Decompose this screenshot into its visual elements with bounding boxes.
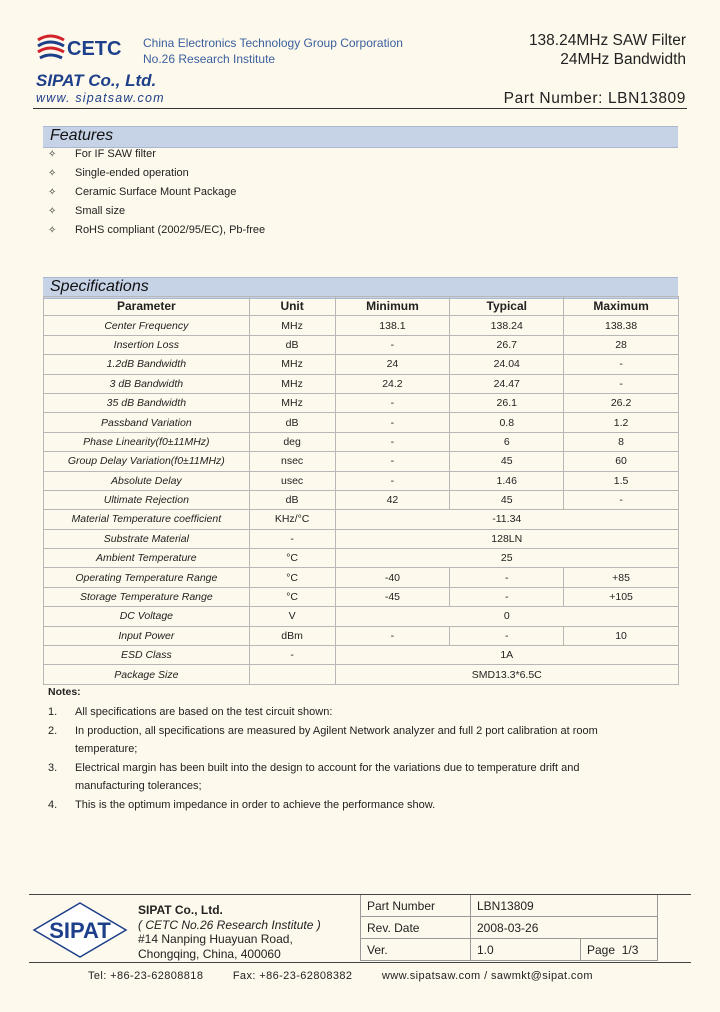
value-cell: - <box>335 452 450 471</box>
feature-text: For IF SAW filter <box>75 148 156 160</box>
value-cell: 24 <box>335 355 450 374</box>
value-cell: 45 <box>450 490 564 509</box>
footer-fax: Fax: +86-23-62808382 <box>232 970 353 982</box>
parameter-cell: DC Voltage <box>44 607 250 626</box>
value-cell: -11.34 <box>335 510 678 529</box>
value-cell: 28 <box>564 335 679 354</box>
info-row-version <box>361 939 658 961</box>
value-cell: - <box>564 374 679 393</box>
notes-title: Notes: <box>48 686 81 698</box>
column-header: Parameter <box>44 297 250 316</box>
value-cell: °C <box>249 587 335 606</box>
page-indicator <box>581 939 658 961</box>
cetc-emblem-icon <box>38 36 64 58</box>
note-text: This is the optimum impedance in order to achieve the performance show. <box>75 798 436 811</box>
feature-text: Small size <box>75 205 126 217</box>
value-cell: 1.5 <box>564 471 679 490</box>
note-item <box>48 796 628 815</box>
value-cell: V <box>249 607 335 626</box>
parameter-cell: Ambient Temperature <box>44 549 250 568</box>
specifications-title: Specifications <box>50 278 149 295</box>
value-cell: °C <box>249 549 335 568</box>
value-cell: 6 <box>450 432 564 451</box>
cetc-logo <box>36 30 136 64</box>
parameter-cell: Material Temperature coefficient <box>44 510 250 529</box>
table-row <box>44 626 679 645</box>
feature-item <box>48 221 265 240</box>
table-row <box>44 374 679 393</box>
bullet-icon: ✧ <box>48 225 57 236</box>
feature-text: Ceramic Surface Mount Package <box>75 186 237 198</box>
value-cell: - <box>450 568 564 587</box>
column-header: Maximum <box>564 297 679 316</box>
feature-item <box>48 202 265 221</box>
parameter-cell: Phase Linearity(f0±11MHz) <box>44 432 250 451</box>
table-row <box>44 665 679 684</box>
value-cell: 138.38 <box>564 316 679 335</box>
table-row <box>44 355 679 374</box>
footer-logo-wordmark: SIPAT <box>49 918 111 943</box>
value-cell: 1.46 <box>450 471 564 490</box>
parameter-cell: Passband Variation <box>44 413 250 432</box>
company-name: SIPAT Co., Ltd. <box>36 71 157 90</box>
product-line-2: 24MHz Bandwidth <box>560 51 686 68</box>
table-row <box>44 452 679 471</box>
table-row <box>44 335 679 354</box>
feature-item <box>48 164 265 183</box>
value-cell: MHz <box>249 316 335 335</box>
feature-item <box>48 145 265 164</box>
parameter-cell: 35 dB Bandwidth <box>44 393 250 412</box>
value-cell: 26.1 <box>450 393 564 412</box>
value-cell: -40 <box>335 568 450 587</box>
value-cell: - <box>450 587 564 606</box>
value-cell: - <box>335 432 450 451</box>
value-cell: °C <box>249 568 335 587</box>
document-info-table <box>360 895 658 961</box>
value-cell: KHz/°C <box>249 510 335 529</box>
value-cell: 25 <box>335 549 678 568</box>
value-cell: nsec <box>249 452 335 471</box>
specifications-table <box>43 296 679 685</box>
parameter-cell: Storage Temperature Range <box>44 587 250 606</box>
page-value: 1/3 <box>621 942 639 957</box>
table-row <box>44 549 679 568</box>
rev-date-label: Rev. Date <box>361 917 471 939</box>
table-row <box>44 413 679 432</box>
table-row <box>44 316 679 335</box>
value-cell: dB <box>249 413 335 432</box>
value-cell: 42 <box>335 490 450 509</box>
parameter-cell: 1.2dB Bandwidth <box>44 355 250 374</box>
website-link[interactable]: www. sipatsaw.com <box>36 91 165 105</box>
features-title: Features <box>50 127 114 144</box>
table-header-row <box>44 297 679 316</box>
value-cell: MHz <box>249 355 335 374</box>
value-cell: - <box>249 646 335 665</box>
note-item <box>48 722 628 759</box>
table-row <box>44 510 679 529</box>
footer-contact-line <box>88 970 619 982</box>
note-number: 4. <box>48 798 58 811</box>
version-label: Ver. <box>361 939 471 961</box>
value-cell: 128LN <box>335 529 678 548</box>
bullet-icon: ✧ <box>48 206 57 217</box>
parameter-cell: 3 dB Bandwidth <box>44 374 250 393</box>
org-line-2: No.26 Research Institute <box>143 52 276 66</box>
value-cell: 138.1 <box>335 316 450 335</box>
part-number-value: LBN13809 <box>471 895 658 917</box>
bullet-icon: ✧ <box>48 168 57 179</box>
parameter-cell: Substrate Material <box>44 529 250 548</box>
column-header: Unit <box>249 297 335 316</box>
value-cell: - <box>335 393 450 412</box>
note-item <box>48 759 628 796</box>
logo-wordmark: CETC <box>67 38 122 60</box>
parameter-cell: Group Delay Variation(f0±11MHz) <box>44 452 250 471</box>
value-cell: 1.2 <box>564 413 679 432</box>
rev-date-value: 2008-03-26 <box>471 917 658 939</box>
table-row <box>44 568 679 587</box>
version-value: 1.0 <box>471 939 581 961</box>
value-cell: dB <box>249 490 335 509</box>
footer-address-line-1: #14 Nanping Huayuan Road, <box>138 932 293 946</box>
value-cell <box>249 665 335 684</box>
product-title <box>529 31 686 69</box>
table-row <box>44 393 679 412</box>
bullet-icon: ✧ <box>48 149 57 160</box>
column-header: Minimum <box>335 297 450 316</box>
info-row-part-number <box>361 895 658 917</box>
value-cell: - <box>450 626 564 645</box>
table-row <box>44 471 679 490</box>
value-cell: 10 <box>564 626 679 645</box>
note-number: 1. <box>48 706 58 718</box>
value-cell: 60 <box>564 452 679 471</box>
part-number-heading: Part Number: LBN13809 <box>503 90 686 107</box>
value-cell: 26.2 <box>564 393 679 412</box>
page-label: Page <box>587 942 616 957</box>
table-row <box>44 432 679 451</box>
sipat-logo <box>30 900 130 960</box>
column-header: Typical <box>450 297 564 316</box>
value-cell: dB <box>249 335 335 354</box>
footer-institute: ( CETC No.26 Research Institute ) <box>138 917 321 932</box>
notes-list <box>48 703 628 815</box>
note-text: In production, all specifications are measured by Agilent Network analyzer and full 2 port calibration at room temperature; <box>75 724 598 756</box>
value-cell: -45 <box>335 587 450 606</box>
parameter-cell: Center Frequency <box>44 316 250 335</box>
value-cell: 8 <box>564 432 679 451</box>
value-cell: dBm <box>249 626 335 645</box>
value-cell: deg <box>249 432 335 451</box>
org-line-1: China Electronics Technology Group Corporation <box>143 36 403 50</box>
value-cell: 138.24 <box>450 316 564 335</box>
value-cell: - <box>249 529 335 548</box>
header-divider <box>33 108 687 109</box>
value-cell: 1A <box>335 646 678 665</box>
features-list <box>48 145 265 240</box>
parameter-cell: Package Size <box>44 665 250 684</box>
value-cell: - <box>335 471 450 490</box>
table-row <box>44 587 679 606</box>
product-line-1: 138.24MHz SAW Filter <box>528 32 686 49</box>
table-row <box>44 607 679 626</box>
parameter-cell: Absolute Delay <box>44 471 250 490</box>
feature-text: RoHS compliant (2002/95/EC), Pb-free <box>75 224 266 236</box>
part-number-label: Part Number <box>361 895 471 917</box>
value-cell: 0.8 <box>450 413 564 432</box>
table-row <box>44 529 679 548</box>
footer-company-block <box>138 903 321 961</box>
value-cell: 45 <box>450 452 564 471</box>
value-cell: 0 <box>335 607 678 626</box>
parameter-cell: Insertion Loss <box>44 335 250 354</box>
value-cell: SMD13.3*6.5C <box>335 665 678 684</box>
value-cell: 26.7 <box>450 335 564 354</box>
note-text: Electrical margin has been built into the design to account for the variations due to temperature drift and manufacturing tolerances; <box>75 761 580 793</box>
value-cell: 24.2 <box>335 374 450 393</box>
note-number: 3. <box>48 761 58 774</box>
footer-tel: Tel: +86-23-62808818 <box>88 970 204 982</box>
footer-web-email[interactable]: www.sipatsaw.com / sawmkt@sipat.com <box>381 970 593 982</box>
value-cell: +105 <box>564 587 679 606</box>
value-cell: - <box>335 413 450 432</box>
footer-company-name: SIPAT Co., Ltd. <box>138 903 223 917</box>
organization-name <box>143 35 403 67</box>
note-text: All specifications are based on the test circuit shown: <box>75 706 333 718</box>
value-cell: 24.47 <box>450 374 564 393</box>
bullet-icon: ✧ <box>48 187 57 198</box>
table-row <box>44 646 679 665</box>
feature-item <box>48 183 265 202</box>
note-number: 2. <box>48 724 58 737</box>
parameter-cell: Input Power <box>44 626 250 645</box>
footer-divider-bottom <box>29 962 691 963</box>
note-item <box>48 703 628 722</box>
value-cell: - <box>564 355 679 374</box>
value-cell: - <box>335 626 450 645</box>
value-cell: usec <box>249 471 335 490</box>
value-cell: MHz <box>249 393 335 412</box>
value-cell: MHz <box>249 374 335 393</box>
parameter-cell: Ultimate Rejection <box>44 490 250 509</box>
table-row <box>44 490 679 509</box>
footer-address-line-2: Chongqing, China, 400060 <box>138 946 281 961</box>
value-cell: 24.04 <box>450 355 564 374</box>
info-row-rev-date <box>361 917 658 939</box>
value-cell: - <box>335 335 450 354</box>
value-cell: - <box>564 490 679 509</box>
value-cell: +85 <box>564 568 679 587</box>
parameter-cell: ESD Class <box>44 646 250 665</box>
parameter-cell: Operating Temperature Range <box>44 568 250 587</box>
feature-text: Single-ended operation <box>75 167 189 179</box>
